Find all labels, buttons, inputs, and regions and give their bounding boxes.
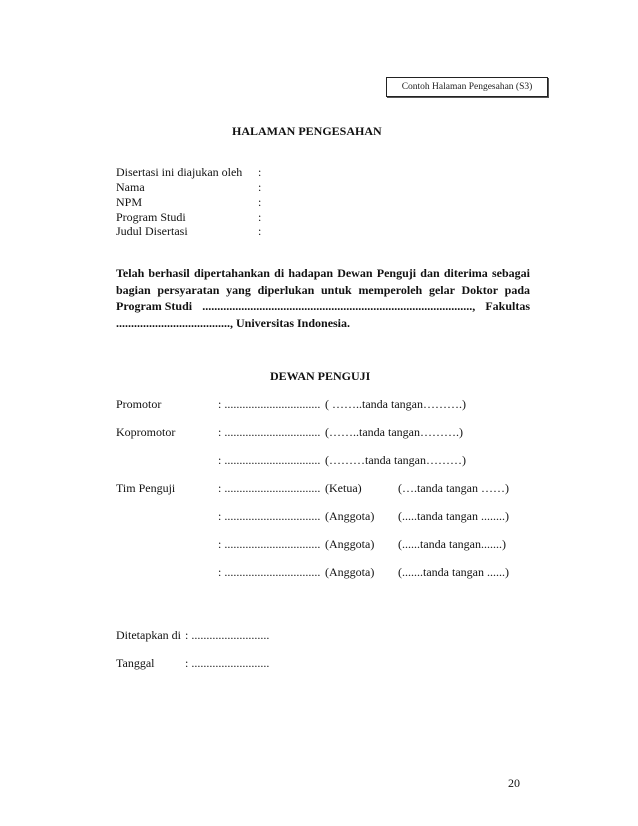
board-dots: : ................................ (218, 481, 321, 495)
info-label-nama: Nama (116, 180, 145, 194)
board-signature: (.......tanda tangan ......) (398, 565, 509, 579)
info-label-diajukan: Disertasi ini diajukan oleh (116, 165, 243, 179)
document-type-label: Contoh Halaman Pengesahan (S3) (386, 77, 548, 97)
page-number: 20 (508, 776, 520, 790)
info-colon-nama: : (258, 180, 262, 194)
info-colon-judul: : (258, 224, 262, 238)
statement-line-3 (116, 298, 530, 315)
statement-program-dots: .........................................................................................., (202, 299, 476, 313)
statement-line-2: bagian persyaratan yang diperlukan untuk memperoleh gelar Doktor pada (116, 282, 530, 297)
board-title: DEWAN PENGUJI (270, 369, 371, 383)
board-role-tim-penguji: Tim Penguji (116, 481, 176, 495)
statement-line-1: Telah berhasil dipertahankan di hadapan Dewan Penguji dan diterima sebagai (116, 266, 530, 280)
board-dots: : ................................ (218, 537, 321, 551)
statement-fakultas: Fakultas (485, 299, 530, 313)
board-position-anggota: (Anggota) (325, 509, 375, 523)
board-position-ketua: (Ketua) (325, 481, 362, 495)
page-title: HALAMAN PENGESAHAN (232, 124, 382, 138)
tanggal-label: Tanggal (116, 656, 155, 670)
board-signature: (......tanda tangan.......) (398, 537, 506, 551)
board-dots: : ................................ (218, 565, 321, 579)
info-colon-diajukan: : (258, 165, 262, 179)
info-label-judul: Judul Disertasi (116, 224, 188, 238)
board-signature: ( ……..tanda tangan……….) (325, 397, 466, 411)
board-signature: (.....tanda tangan ........) (398, 509, 509, 523)
info-label-npm: NPM (116, 195, 143, 209)
info-label-program-studi: Program Studi (116, 210, 186, 224)
info-colon-program-studi: : (258, 210, 262, 224)
board-dots: : ................................ (218, 425, 321, 439)
board-role-kopromotor: Kopromotor (116, 425, 176, 439)
board-dots: : ................................ (218, 509, 321, 523)
board-signature: (….tanda tangan ……) (398, 481, 509, 495)
statement-paragraph (116, 265, 530, 331)
board-signature: (……..tanda tangan……….) (325, 425, 463, 439)
board-dots: : ................................ (218, 453, 321, 467)
board-position-anggota: (Anggota) (325, 565, 375, 579)
ditetapkan-value: : .......................... (185, 628, 270, 642)
board-role-promotor: Promotor (116, 397, 162, 411)
statement-program-studi: Program Studi (116, 299, 193, 313)
tanggal-value: : .......................... (185, 656, 270, 670)
board-dots: : ................................ (218, 397, 321, 411)
board-position-anggota: (Anggota) (325, 537, 375, 551)
info-colon-npm: : (258, 195, 262, 209)
ditetapkan-label: Ditetapkan di (116, 628, 181, 642)
board-signature: (………tanda tangan………) (325, 453, 466, 467)
statement-line-4: ......................................, Universitas Indonesia. (116, 315, 351, 330)
